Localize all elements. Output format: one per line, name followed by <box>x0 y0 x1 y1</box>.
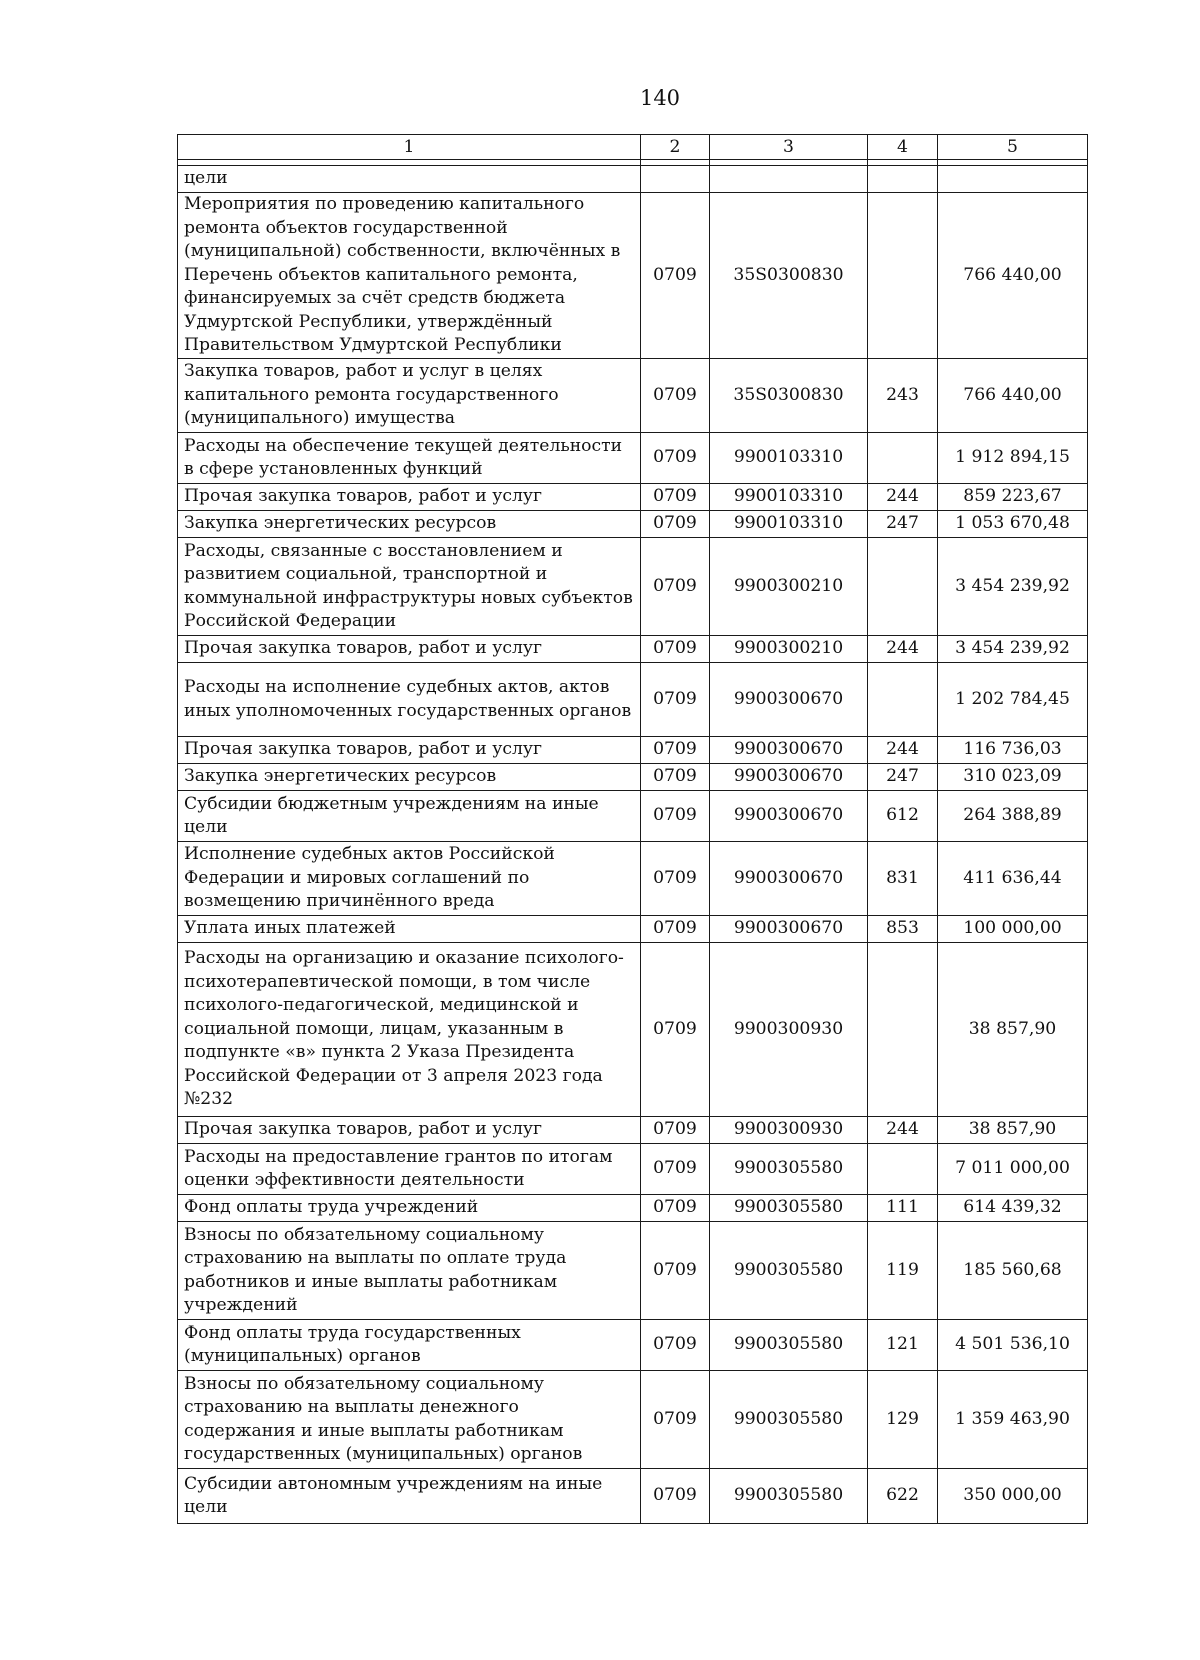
cell-amount: 185 560,68 <box>938 1222 1088 1320</box>
cell-section: 0709 <box>641 636 710 663</box>
table-row <box>178 1469 1088 1524</box>
cell-name: цели <box>178 166 641 193</box>
cell-code <box>710 166 868 193</box>
cell-type: 244 <box>868 1117 938 1144</box>
cell-amount: 766 440,00 <box>938 193 1088 359</box>
cell-code: 9900305580 <box>710 1371 868 1469</box>
cell-type <box>868 193 938 359</box>
cell-code: 9900300930 <box>710 943 868 1117</box>
cell-code: 9900305580 <box>710 1195 868 1222</box>
cell-name: Расходы на организацию и оказание психолого-психотерапевтической помощи, в том числе психолого-педагогической, медицинской и социальной помощи, лицам, указанным в подпункте «в» пункта 2 Указа Президента Российской Федерации от 3 апреля 2023 года №232 <box>178 943 641 1117</box>
table-row <box>178 166 1088 193</box>
cell-section: 0709 <box>641 764 710 791</box>
cell-section: 0709 <box>641 511 710 538</box>
cell-name: Закупка энергетических ресурсов <box>178 764 641 791</box>
table-row <box>178 791 1088 842</box>
cell-amount: 859 223,67 <box>938 484 1088 511</box>
cell-section: 0709 <box>641 1469 710 1524</box>
cell-code: 9900305580 <box>710 1469 868 1524</box>
cell-type: 247 <box>868 511 938 538</box>
cell-type: 129 <box>868 1371 938 1469</box>
table-row <box>178 1320 1088 1371</box>
cell-amount: 38 857,90 <box>938 1117 1088 1144</box>
cell-section: 0709 <box>641 1144 710 1195</box>
cell-amount: 1 202 784,45 <box>938 663 1088 737</box>
table-row <box>178 484 1088 511</box>
table-row <box>178 1371 1088 1469</box>
cell-code: 9900300210 <box>710 538 868 636</box>
cell-section: 0709 <box>641 1117 710 1144</box>
cell-code: 9900300670 <box>710 842 868 916</box>
cell-type <box>868 166 938 193</box>
cell-name: Закупка товаров, работ и услуг в целях капитального ремонта государственного (муниципального) имущества <box>178 359 641 433</box>
header-cell-type: 4 <box>868 135 938 160</box>
cell-amount: 310 023,09 <box>938 764 1088 791</box>
table-row <box>178 737 1088 764</box>
cell-section <box>641 166 710 193</box>
cell-code: 9900300670 <box>710 916 868 943</box>
header-cell-section: 2 <box>641 135 710 160</box>
table-header <box>178 135 1088 166</box>
cell-amount: 1 359 463,90 <box>938 1371 1088 1469</box>
cell-code: 9900305580 <box>710 1144 868 1195</box>
table-row <box>178 764 1088 791</box>
header-cell-code: 3 <box>710 135 868 160</box>
cell-code: 9900305580 <box>710 1222 868 1320</box>
cell-name: Прочая закупка товаров, работ и услуг <box>178 737 641 764</box>
table-row <box>178 1117 1088 1144</box>
cell-name: Фонд оплаты труда учреждений <box>178 1195 641 1222</box>
table-row <box>178 1144 1088 1195</box>
cell-amount: 350 000,00 <box>938 1469 1088 1524</box>
cell-type <box>868 538 938 636</box>
cell-amount: 264 388,89 <box>938 791 1088 842</box>
cell-section: 0709 <box>641 1195 710 1222</box>
cell-section: 0709 <box>641 791 710 842</box>
cell-section: 0709 <box>641 193 710 359</box>
cell-amount: 100 000,00 <box>938 916 1088 943</box>
table-row <box>178 433 1088 484</box>
cell-name: Прочая закупка товаров, работ и услуг <box>178 484 641 511</box>
table-row <box>178 359 1088 433</box>
cell-section: 0709 <box>641 538 710 636</box>
table-row <box>178 1195 1088 1222</box>
cell-amount: 411 636,44 <box>938 842 1088 916</box>
cell-section: 0709 <box>641 842 710 916</box>
cell-type: 853 <box>868 916 938 943</box>
cell-name: Фонд оплаты труда государственных (муниципальных) органов <box>178 1320 641 1371</box>
cell-section: 0709 <box>641 433 710 484</box>
cell-section: 0709 <box>641 943 710 1117</box>
header-cell-name: 1 <box>178 135 641 160</box>
table-row <box>178 663 1088 737</box>
page-number: 140 <box>639 86 681 110</box>
cell-amount: 4 501 536,10 <box>938 1320 1088 1371</box>
table-row <box>178 943 1088 1117</box>
table-row <box>178 511 1088 538</box>
cell-type: 121 <box>868 1320 938 1371</box>
cell-name: Взносы по обязательному социальному страхованию на выплаты по оплате труда работников и иные выплаты работникам учреждений <box>178 1222 641 1320</box>
table-body <box>178 166 1088 1524</box>
cell-type: 622 <box>868 1469 938 1524</box>
cell-name: Расходы на предоставление грантов по итогам оценки эффективности деятельности <box>178 1144 641 1195</box>
cell-type: 111 <box>868 1195 938 1222</box>
cell-type <box>868 663 938 737</box>
cell-code: 9900103310 <box>710 511 868 538</box>
cell-code: 9900300670 <box>710 764 868 791</box>
cell-name: Расходы на обеспечение текущей деятельности в сфере установленных функций <box>178 433 641 484</box>
cell-amount: 1 053 670,48 <box>938 511 1088 538</box>
cell-code: 9900300670 <box>710 737 868 764</box>
cell-section: 0709 <box>641 1222 710 1320</box>
cell-section: 0709 <box>641 916 710 943</box>
header-cell-amount: 5 <box>938 135 1088 160</box>
cell-type: 247 <box>868 764 938 791</box>
cell-section: 0709 <box>641 1320 710 1371</box>
cell-name: Исполнение судебных актов Российской Федерации и мировых соглашений по возмещению причинённого вреда <box>178 842 641 916</box>
cell-code: 35S0300830 <box>710 193 868 359</box>
table-row <box>178 636 1088 663</box>
cell-section: 0709 <box>641 484 710 511</box>
table-row <box>178 842 1088 916</box>
cell-type <box>868 1144 938 1195</box>
cell-name: Мероприятия по проведению капитального ремонта объектов государственной (муниципальной) собственности, включённых в Перечень объектов капитального ремонта, финансируемых за счёт средств бюджета Удмуртской Республики, утверждённый Правительством Удмуртской Республики <box>178 193 641 359</box>
cell-section: 0709 <box>641 663 710 737</box>
cell-code: 9900300930 <box>710 1117 868 1144</box>
cell-type: 243 <box>868 359 938 433</box>
cell-name: Расходы, связанные с восстановлением и развитием социальной, транспортной и коммунальной инфраструктуры новых субъектов Российской Федерации <box>178 538 641 636</box>
cell-amount: 614 439,32 <box>938 1195 1088 1222</box>
cell-name: Взносы по обязательному социальному страхованию на выплаты денежного содержания и иные выплаты работникам государственных (муниципальных) органов <box>178 1371 641 1469</box>
cell-amount: 3 454 239,92 <box>938 538 1088 636</box>
cell-code: 9900103310 <box>710 484 868 511</box>
cell-amount: 1 912 894,15 <box>938 433 1088 484</box>
cell-type: 831 <box>868 842 938 916</box>
cell-amount: 7 011 000,00 <box>938 1144 1088 1195</box>
cell-code: 9900300210 <box>710 636 868 663</box>
header-row <box>178 135 1088 160</box>
cell-amount: 766 440,00 <box>938 359 1088 433</box>
table-row <box>178 1222 1088 1320</box>
cell-type: 119 <box>868 1222 938 1320</box>
cell-type: 244 <box>868 484 938 511</box>
cell-type: 244 <box>868 636 938 663</box>
table-row <box>178 193 1088 359</box>
cell-name: Прочая закупка товаров, работ и услуг <box>178 636 641 663</box>
cell-name: Расходы на исполнение судебных актов, актов иных уполномоченных государственных органов <box>178 663 641 737</box>
cell-name: Прочая закупка товаров, работ и услуг <box>178 1117 641 1144</box>
cell-amount <box>938 166 1088 193</box>
cell-code: 9900300670 <box>710 663 868 737</box>
cell-section: 0709 <box>641 737 710 764</box>
cell-name: Закупка энергетических ресурсов <box>178 511 641 538</box>
cell-name: Субсидии бюджетным учреждениям на иные цели <box>178 791 641 842</box>
cell-code: 9900300670 <box>710 791 868 842</box>
cell-code: 9900103310 <box>710 433 868 484</box>
cell-code: 35S0300830 <box>710 359 868 433</box>
cell-type: 612 <box>868 791 938 842</box>
table-row <box>178 916 1088 943</box>
cell-code: 9900305580 <box>710 1320 868 1371</box>
cell-type <box>868 433 938 484</box>
cell-section: 0709 <box>641 359 710 433</box>
budget-table <box>177 134 1088 1524</box>
cell-amount: 3 454 239,92 <box>938 636 1088 663</box>
cell-type: 244 <box>868 737 938 764</box>
cell-name: Субсидии автономным учреждениям на иные цели <box>178 1469 641 1524</box>
cell-type <box>868 943 938 1117</box>
cell-name: Уплата иных платежей <box>178 916 641 943</box>
cell-amount: 38 857,90 <box>938 943 1088 1117</box>
cell-section: 0709 <box>641 1371 710 1469</box>
table-row <box>178 538 1088 636</box>
cell-amount: 116 736,03 <box>938 737 1088 764</box>
